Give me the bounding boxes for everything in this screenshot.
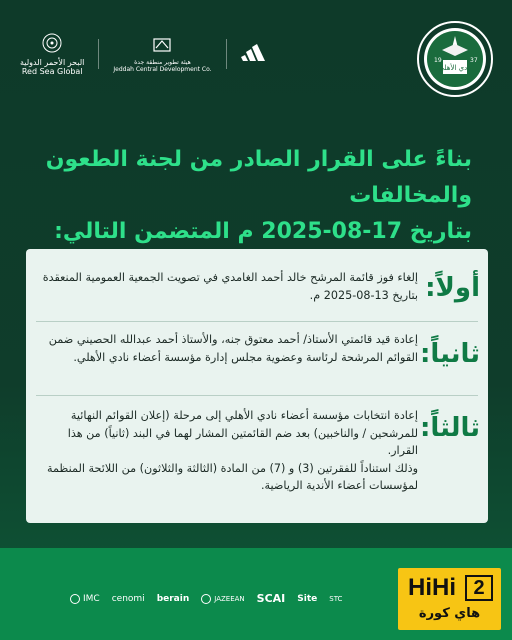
sponsor-cenomi: cenomi (111, 593, 145, 604)
item-3-text (36, 407, 418, 495)
adidas-logo (241, 43, 269, 65)
divider (98, 39, 99, 69)
decision-card (26, 249, 488, 523)
headline (40, 142, 472, 250)
divider (226, 39, 227, 69)
sponsor-imc: IMC (70, 594, 100, 604)
item-1 (36, 269, 480, 313)
red-sea-english: Red Sea Global (21, 67, 83, 77)
sponsors-top (20, 34, 269, 77)
item-2 (36, 331, 480, 393)
jeddah-arabic: هيئة تطوير منطقة جدة (134, 59, 191, 67)
item-1-label: أولاً: (425, 273, 480, 303)
imc-emblem-icon (70, 594, 80, 604)
item-3 (36, 407, 480, 517)
adidas-stripes-icon (241, 43, 269, 63)
item-3-paragraph-1: إعادة انتخابات مؤسسة أعضاء نادي الأهلي إلى مرحلة (إعلان القوائم النهائية للمرشحين / والناخبين) بعد ضم القائمتين المشار لهما في البند (ثانياً) من هذا القرار. (67, 409, 418, 457)
headline-line-2: بتاريخ 17-08-2025 م المتضمن التالي: (54, 219, 472, 244)
crest-text: نادي الأهلي (438, 64, 472, 72)
sponsor-jazeean: JAZEEAN (201, 594, 244, 604)
jeddah-english: Jeddah Central Development Co. (113, 66, 212, 74)
al-ahli-crest-icon (416, 20, 494, 98)
sponsor-scai: SCAI (256, 592, 286, 605)
red-sea-global-logo (20, 32, 84, 77)
headline-line-1: بناءً على القرار الصادر من لجنة الطعون والمخالفات (45, 147, 472, 208)
separator (36, 395, 478, 396)
red-sea-arabic: البحر الأحمر الدولية (20, 57, 85, 67)
item-2-text: إعادة قيد قائمتي الأستاذ/ أحمد معتوق جنه، والأستاذ أحمد عبدالله الحصيني ضمن القوائم المرشحة لرئاسة وعضوية مجلس إدارة مؤسسة أعضاء نادي الأهلي. (48, 333, 418, 364)
watermark-brand: HiHi (408, 574, 456, 601)
sponsor-site: Site (297, 593, 318, 604)
crest-year-right: 37 (470, 57, 478, 64)
jeddah-emblem-icon (151, 34, 173, 56)
item-1-text: إلغاء فوز قائمة المرشح خالد أحمد الغامدي في تصويت الجمعية العمومية المنعقدة بتاريخ 13-08-2025 م. (42, 271, 418, 302)
watermark-subtitle: هاي كورة (418, 606, 481, 621)
separator (36, 321, 478, 322)
hihi2-watermark (398, 568, 501, 630)
jazeean-emblem-icon (201, 594, 211, 604)
item-3-label: ثالثاً: (419, 413, 480, 443)
crest-year-left: 19 (434, 57, 442, 64)
sponsor-stc: STC (329, 594, 343, 603)
watermark-digit: 2 (465, 575, 493, 601)
item-3-paragraph-2: وذلك استناداً للفقرتين (3) و (7) من المادة (الثالثة والثلاثون) من اللائحة المنظمة لمؤسسات أعضاء الأندية الرياضية. (46, 461, 418, 492)
sponsors-bottom (70, 592, 342, 605)
red-sea-emblem-icon (41, 32, 63, 54)
sponsor-berain: berain (156, 593, 190, 604)
jeddah-central-logo (113, 34, 211, 74)
item-2-label: ثانياً: (419, 339, 480, 369)
